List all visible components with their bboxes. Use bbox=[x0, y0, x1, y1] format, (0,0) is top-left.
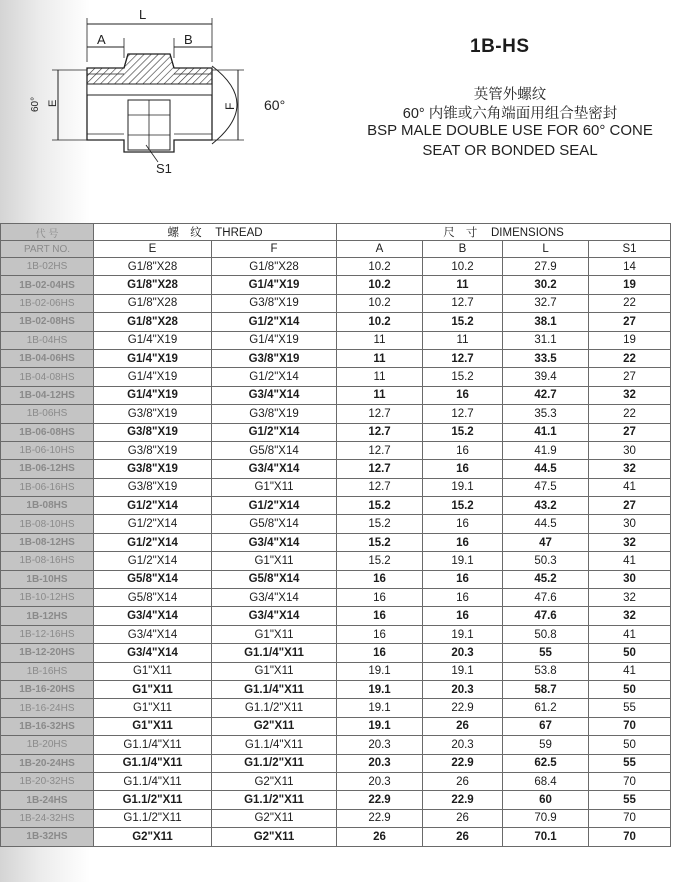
cell-b: 16 bbox=[423, 607, 503, 625]
col-header-a: A bbox=[337, 241, 423, 258]
cell-e: G1"X11 bbox=[94, 662, 212, 680]
table-row bbox=[1, 349, 671, 367]
cell-f: G1.1/2"X11 bbox=[212, 791, 337, 809]
cell-a: 15.2 bbox=[337, 497, 423, 515]
cell-part-no: 1B-08-10HS bbox=[1, 515, 94, 533]
cell-a: 19.1 bbox=[337, 680, 423, 698]
cell-b: 16 bbox=[423, 515, 503, 533]
cell-l: 47.5 bbox=[503, 478, 589, 496]
cell-part-no: 1B-06-12HS bbox=[1, 460, 94, 478]
cell-e: G1.1/2"X11 bbox=[94, 791, 212, 809]
table-row bbox=[1, 386, 671, 404]
cell-a: 12.7 bbox=[337, 441, 423, 459]
cell-b: 20.3 bbox=[423, 736, 503, 754]
cell-b: 16 bbox=[423, 386, 503, 404]
cell-s1: 22 bbox=[589, 294, 671, 312]
cell-a: 15.2 bbox=[337, 552, 423, 570]
cell-e: G1/2"X14 bbox=[94, 552, 212, 570]
cell-s1: 22 bbox=[589, 405, 671, 423]
cell-b: 15.2 bbox=[423, 423, 503, 441]
cell-s1: 70 bbox=[589, 828, 671, 846]
cell-l: 47 bbox=[503, 533, 589, 551]
cell-a: 16 bbox=[337, 625, 423, 643]
cell-f: G2"X11 bbox=[212, 828, 337, 846]
cell-a: 15.2 bbox=[337, 515, 423, 533]
table-row bbox=[1, 772, 671, 790]
label-angle: 60° bbox=[264, 97, 286, 113]
table-row bbox=[1, 313, 671, 331]
cell-a: 12.7 bbox=[337, 460, 423, 478]
table-row bbox=[1, 828, 671, 846]
cell-part-no: 1B-20-24HS bbox=[1, 754, 94, 772]
cell-l: 55 bbox=[503, 644, 589, 662]
cell-l: 47.6 bbox=[503, 589, 589, 607]
cell-s1: 22 bbox=[589, 349, 671, 367]
cell-part-no: 1B-16HS bbox=[1, 662, 94, 680]
cell-s1: 70 bbox=[589, 717, 671, 735]
cell-f: G1/4"X19 bbox=[212, 276, 337, 294]
cell-l: 53.8 bbox=[503, 662, 589, 680]
cell-s1: 50 bbox=[589, 736, 671, 754]
cell-a: 10.2 bbox=[337, 294, 423, 312]
cell-l: 59 bbox=[503, 736, 589, 754]
cell-b: 11 bbox=[423, 276, 503, 294]
cell-a: 11 bbox=[337, 368, 423, 386]
table-row bbox=[1, 754, 671, 772]
cell-e: G1/8"X28 bbox=[94, 276, 212, 294]
cell-s1: 55 bbox=[589, 791, 671, 809]
subtitle-en-1: BSP MALE DOUBLE USE FOR 60° CONE bbox=[367, 122, 653, 139]
cell-l: 44.5 bbox=[503, 460, 589, 478]
cell-part-no: 1B-20HS bbox=[1, 736, 94, 754]
header-dimensions bbox=[337, 224, 671, 241]
cell-e: G1"X11 bbox=[94, 680, 212, 698]
cell-s1: 32 bbox=[589, 607, 671, 625]
cell-f: G3/8"X19 bbox=[212, 294, 337, 312]
cell-e: G1/8"X28 bbox=[94, 294, 212, 312]
table-row bbox=[1, 460, 671, 478]
cell-f: G1.1/4"X11 bbox=[212, 680, 337, 698]
cell-a: 16 bbox=[337, 644, 423, 662]
cell-a: 10.2 bbox=[337, 258, 423, 276]
cell-l: 60 bbox=[503, 791, 589, 809]
table-row bbox=[1, 497, 671, 515]
cell-f: G1.1/2"X11 bbox=[212, 754, 337, 772]
cell-l: 58.7 bbox=[503, 680, 589, 698]
cell-b: 26 bbox=[423, 772, 503, 790]
cell-part-no: 1B-16-32HS bbox=[1, 717, 94, 735]
cell-f: G1"X11 bbox=[212, 478, 337, 496]
table-row bbox=[1, 478, 671, 496]
cell-s1: 50 bbox=[589, 644, 671, 662]
cell-l: 43.2 bbox=[503, 497, 589, 515]
table-body bbox=[1, 258, 671, 847]
cell-f: G2"X11 bbox=[212, 772, 337, 790]
cell-a: 12.7 bbox=[337, 423, 423, 441]
cell-part-no: 1B-08HS bbox=[1, 497, 94, 515]
cell-part-no: 1B-08-12HS bbox=[1, 533, 94, 551]
fitting-technical-drawing bbox=[0, 0, 300, 200]
cell-b: 19.1 bbox=[423, 662, 503, 680]
cell-l: 39.4 bbox=[503, 368, 589, 386]
cell-b: 26 bbox=[423, 717, 503, 735]
cell-s1: 41 bbox=[589, 625, 671, 643]
cell-part-no: 1B-12HS bbox=[1, 607, 94, 625]
cell-part-no: 1B-10-12HS bbox=[1, 589, 94, 607]
cell-l: 31.1 bbox=[503, 331, 589, 349]
cell-e: G1/4"X19 bbox=[94, 331, 212, 349]
cell-f: G5/8"X14 bbox=[212, 570, 337, 588]
cell-l: 62.5 bbox=[503, 754, 589, 772]
header-thread-en: THREAD bbox=[215, 227, 263, 239]
label-a: A bbox=[97, 32, 106, 47]
cell-a: 19.1 bbox=[337, 717, 423, 735]
table-row bbox=[1, 589, 671, 607]
page-title: 1B-HS bbox=[470, 36, 530, 57]
cell-e: G3/8"X19 bbox=[94, 405, 212, 423]
label-side-angle: 60° bbox=[30, 96, 41, 112]
cell-e: G1/2"X14 bbox=[94, 497, 212, 515]
cell-b: 22.9 bbox=[423, 754, 503, 772]
cell-b: 22.9 bbox=[423, 699, 503, 717]
cell-s1: 27 bbox=[589, 497, 671, 515]
header-dim-en: DIMENSIONS bbox=[491, 227, 564, 239]
col-header-f: F bbox=[212, 241, 337, 258]
cell-b: 19.1 bbox=[423, 625, 503, 643]
cell-part-no: 1B-04-06HS bbox=[1, 349, 94, 367]
cell-part-no: 1B-16-24HS bbox=[1, 699, 94, 717]
cell-f: G2"X11 bbox=[212, 809, 337, 827]
subtitle-cn-1: 英管外螺纹 bbox=[473, 87, 547, 103]
table-row bbox=[1, 662, 671, 680]
cell-a: 20.3 bbox=[337, 736, 423, 754]
cell-s1: 30 bbox=[589, 515, 671, 533]
cell-part-no: 1B-04-08HS bbox=[1, 368, 94, 386]
cell-part-no: 1B-06-10HS bbox=[1, 441, 94, 459]
cell-part-no: 1B-10HS bbox=[1, 570, 94, 588]
table-row bbox=[1, 644, 671, 662]
cell-s1: 70 bbox=[589, 772, 671, 790]
header-thread bbox=[94, 224, 337, 241]
cell-f: G3/4"X14 bbox=[212, 607, 337, 625]
cell-f: G1"X11 bbox=[212, 625, 337, 643]
col-header-b: B bbox=[423, 241, 503, 258]
table-row bbox=[1, 515, 671, 533]
cell-b: 16 bbox=[423, 570, 503, 588]
cell-e: G1/4"X19 bbox=[94, 368, 212, 386]
cell-l: 41.1 bbox=[503, 423, 589, 441]
cell-part-no: 1B-06-16HS bbox=[1, 478, 94, 496]
cell-f: G3/4"X14 bbox=[212, 460, 337, 478]
cell-a: 22.9 bbox=[337, 791, 423, 809]
cell-part-no: 1B-20-32HS bbox=[1, 772, 94, 790]
cell-a: 20.3 bbox=[337, 754, 423, 772]
cell-b: 20.3 bbox=[423, 680, 503, 698]
cell-l: 42.7 bbox=[503, 386, 589, 404]
cell-f: G3/4"X14 bbox=[212, 386, 337, 404]
subtitle-cn-2: 60° 内锥或六角端面用组合垫密封 bbox=[402, 106, 618, 122]
cell-part-no: 1B-02-04HS bbox=[1, 276, 94, 294]
cell-l: 67 bbox=[503, 717, 589, 735]
cell-b: 26 bbox=[423, 828, 503, 846]
cell-s1: 55 bbox=[589, 754, 671, 772]
cell-b: 16 bbox=[423, 533, 503, 551]
cell-part-no: 1B-12-20HS bbox=[1, 644, 94, 662]
cell-f: G1/4"X19 bbox=[212, 331, 337, 349]
cell-f: G1.1/4"X11 bbox=[212, 644, 337, 662]
cell-part-no: 1B-06HS bbox=[1, 405, 94, 423]
cell-s1: 14 bbox=[589, 258, 671, 276]
cell-l: 47.6 bbox=[503, 607, 589, 625]
cell-e: G1/4"X19 bbox=[94, 349, 212, 367]
cell-part-no: 1B-02HS bbox=[1, 258, 94, 276]
cell-s1: 30 bbox=[589, 441, 671, 459]
cell-a: 12.7 bbox=[337, 405, 423, 423]
cell-a: 16 bbox=[337, 607, 423, 625]
cell-a: 10.2 bbox=[337, 313, 423, 331]
cell-f: G3/4"X14 bbox=[212, 533, 337, 551]
cell-b: 16 bbox=[423, 441, 503, 459]
table-row bbox=[1, 276, 671, 294]
cell-s1: 30 bbox=[589, 570, 671, 588]
cell-b: 20.3 bbox=[423, 644, 503, 662]
cell-b: 12.7 bbox=[423, 294, 503, 312]
cell-s1: 41 bbox=[589, 478, 671, 496]
cell-f: G2"X11 bbox=[212, 717, 337, 735]
cell-a: 19.1 bbox=[337, 662, 423, 680]
table-row bbox=[1, 441, 671, 459]
cell-e: G1.1/4"X11 bbox=[94, 736, 212, 754]
label-e: E bbox=[47, 99, 59, 107]
table-row bbox=[1, 294, 671, 312]
cell-b: 15.2 bbox=[423, 313, 503, 331]
header-dim-cn: 尺 寸 bbox=[443, 227, 482, 239]
cell-l: 50.3 bbox=[503, 552, 589, 570]
subtitle-en-2: SEAT OR BONDED SEAL bbox=[422, 142, 598, 159]
cell-l: 41.9 bbox=[503, 441, 589, 459]
cell-l: 32.7 bbox=[503, 294, 589, 312]
cell-part-no: 1B-24HS bbox=[1, 791, 94, 809]
cell-e: G1.1/2"X11 bbox=[94, 809, 212, 827]
table-row bbox=[1, 552, 671, 570]
cell-f: G3/8"X19 bbox=[212, 405, 337, 423]
cell-s1: 19 bbox=[589, 276, 671, 294]
cell-e: G1/2"X14 bbox=[94, 515, 212, 533]
cell-f: G1"X11 bbox=[212, 552, 337, 570]
cell-part-no: 1B-06-08HS bbox=[1, 423, 94, 441]
cell-e: G1"X11 bbox=[94, 717, 212, 735]
cell-s1: 19 bbox=[589, 331, 671, 349]
fitting-bore bbox=[87, 84, 212, 95]
table-row bbox=[1, 809, 671, 827]
cell-l: 45.2 bbox=[503, 570, 589, 588]
cell-s1: 32 bbox=[589, 589, 671, 607]
table-row bbox=[1, 258, 671, 276]
table-row bbox=[1, 405, 671, 423]
table-row bbox=[1, 791, 671, 809]
cell-f: G1/2"X14 bbox=[212, 313, 337, 331]
cell-a: 10.2 bbox=[337, 276, 423, 294]
cell-f: G1.1/4"X11 bbox=[212, 736, 337, 754]
table-row bbox=[1, 423, 671, 441]
cell-a: 11 bbox=[337, 331, 423, 349]
cell-b: 12.7 bbox=[423, 405, 503, 423]
cell-e: G1/8"X28 bbox=[94, 258, 212, 276]
cell-s1: 41 bbox=[589, 552, 671, 570]
table-row bbox=[1, 717, 671, 735]
cell-part-no: 1B-32HS bbox=[1, 828, 94, 846]
cell-e: G1/8"X28 bbox=[94, 313, 212, 331]
cell-f: G5/8"X14 bbox=[212, 515, 337, 533]
label-s1: S1 bbox=[156, 161, 172, 176]
cell-s1: 27 bbox=[589, 313, 671, 331]
cell-e: G2"X11 bbox=[94, 828, 212, 846]
label-b: B bbox=[184, 32, 193, 47]
cell-part-no: 1B-08-16HS bbox=[1, 552, 94, 570]
cell-f: G1/2"X14 bbox=[212, 368, 337, 386]
cell-b: 11 bbox=[423, 331, 503, 349]
cell-e: G3/8"X19 bbox=[94, 423, 212, 441]
col-header-e: E bbox=[94, 241, 212, 258]
cell-part-no: 1B-16-20HS bbox=[1, 680, 94, 698]
cell-b: 15.2 bbox=[423, 368, 503, 386]
label-f: F bbox=[223, 102, 237, 110]
col-header-s1: S1 bbox=[589, 241, 671, 258]
cell-a: 11 bbox=[337, 386, 423, 404]
dimensions-table bbox=[0, 223, 671, 847]
table-row bbox=[1, 533, 671, 551]
table-row bbox=[1, 368, 671, 386]
cell-s1: 27 bbox=[589, 368, 671, 386]
cell-f: G1/2"X14 bbox=[212, 497, 337, 515]
cell-a: 12.7 bbox=[337, 478, 423, 496]
header-thread-cn: 螺 纹 bbox=[167, 227, 206, 239]
header-part-en: PART NO. bbox=[1, 241, 94, 258]
cell-a: 20.3 bbox=[337, 772, 423, 790]
cell-l: 27.9 bbox=[503, 258, 589, 276]
cell-l: 70.9 bbox=[503, 809, 589, 827]
cell-b: 15.2 bbox=[423, 497, 503, 515]
cell-f: G1/2"X14 bbox=[212, 423, 337, 441]
cell-e: G1"X11 bbox=[94, 699, 212, 717]
cell-b: 22.9 bbox=[423, 791, 503, 809]
cell-e: G5/8"X14 bbox=[94, 570, 212, 588]
cell-e: G1/2"X14 bbox=[94, 533, 212, 551]
cell-f: G1"X11 bbox=[212, 662, 337, 680]
cell-e: G3/4"X14 bbox=[94, 625, 212, 643]
cell-b: 10.2 bbox=[423, 258, 503, 276]
cell-a: 19.1 bbox=[337, 699, 423, 717]
cell-e: G1.1/4"X11 bbox=[94, 772, 212, 790]
cell-l: 61.2 bbox=[503, 699, 589, 717]
cell-l: 33.5 bbox=[503, 349, 589, 367]
cell-f: G1/8"X28 bbox=[212, 258, 337, 276]
cell-part-no: 1B-24-32HS bbox=[1, 809, 94, 827]
cell-s1: 50 bbox=[589, 680, 671, 698]
table-row bbox=[1, 607, 671, 625]
label-l: L bbox=[139, 7, 147, 22]
cell-part-no: 1B-12-16HS bbox=[1, 625, 94, 643]
cell-l: 44.5 bbox=[503, 515, 589, 533]
cell-e: G5/8"X14 bbox=[94, 589, 212, 607]
cell-a: 26 bbox=[337, 828, 423, 846]
cell-part-no: 1B-04HS bbox=[1, 331, 94, 349]
cell-b: 19.1 bbox=[423, 552, 503, 570]
cell-e: G1/4"X19 bbox=[94, 386, 212, 404]
cell-l: 70.1 bbox=[503, 828, 589, 846]
cell-s1: 55 bbox=[589, 699, 671, 717]
table-row bbox=[1, 699, 671, 717]
cell-b: 12.7 bbox=[423, 349, 503, 367]
cell-e: G3/4"X14 bbox=[94, 644, 212, 662]
cell-a: 16 bbox=[337, 570, 423, 588]
cell-s1: 32 bbox=[589, 386, 671, 404]
cell-part-no: 1B-02-08HS bbox=[1, 313, 94, 331]
cell-s1: 70 bbox=[589, 809, 671, 827]
cell-f: G5/8"X14 bbox=[212, 441, 337, 459]
cell-s1: 32 bbox=[589, 533, 671, 551]
table-row bbox=[1, 331, 671, 349]
cell-e: G3/4"X14 bbox=[94, 607, 212, 625]
col-header-l: L bbox=[503, 241, 589, 258]
cell-part-no: 1B-02-06HS bbox=[1, 294, 94, 312]
cell-s1: 27 bbox=[589, 423, 671, 441]
cell-l: 68.4 bbox=[503, 772, 589, 790]
cell-s1: 41 bbox=[589, 662, 671, 680]
cell-l: 35.3 bbox=[503, 405, 589, 423]
header-part-cn: 代 号 bbox=[1, 224, 94, 241]
cell-l: 38.1 bbox=[503, 313, 589, 331]
cell-f: G3/4"X14 bbox=[212, 589, 337, 607]
table-row bbox=[1, 570, 671, 588]
cell-b: 16 bbox=[423, 589, 503, 607]
table-row bbox=[1, 680, 671, 698]
cell-e: G3/8"X19 bbox=[94, 478, 212, 496]
cell-a: 11 bbox=[337, 349, 423, 367]
cell-a: 15.2 bbox=[337, 533, 423, 551]
cell-b: 16 bbox=[423, 460, 503, 478]
cell-b: 26 bbox=[423, 809, 503, 827]
cell-s1: 32 bbox=[589, 460, 671, 478]
cell-l: 50.8 bbox=[503, 625, 589, 643]
cell-e: G1.1/4"X11 bbox=[94, 754, 212, 772]
cell-e: G3/8"X19 bbox=[94, 460, 212, 478]
cell-a: 16 bbox=[337, 589, 423, 607]
cell-a: 22.9 bbox=[337, 809, 423, 827]
table-row bbox=[1, 625, 671, 643]
cell-f: G1.1/2"X11 bbox=[212, 699, 337, 717]
cell-l: 30.2 bbox=[503, 276, 589, 294]
cell-part-no: 1B-04-12HS bbox=[1, 386, 94, 404]
cell-b: 19.1 bbox=[423, 478, 503, 496]
cell-e: G3/8"X19 bbox=[94, 441, 212, 459]
cell-f: G3/8"X19 bbox=[212, 349, 337, 367]
table-row bbox=[1, 736, 671, 754]
